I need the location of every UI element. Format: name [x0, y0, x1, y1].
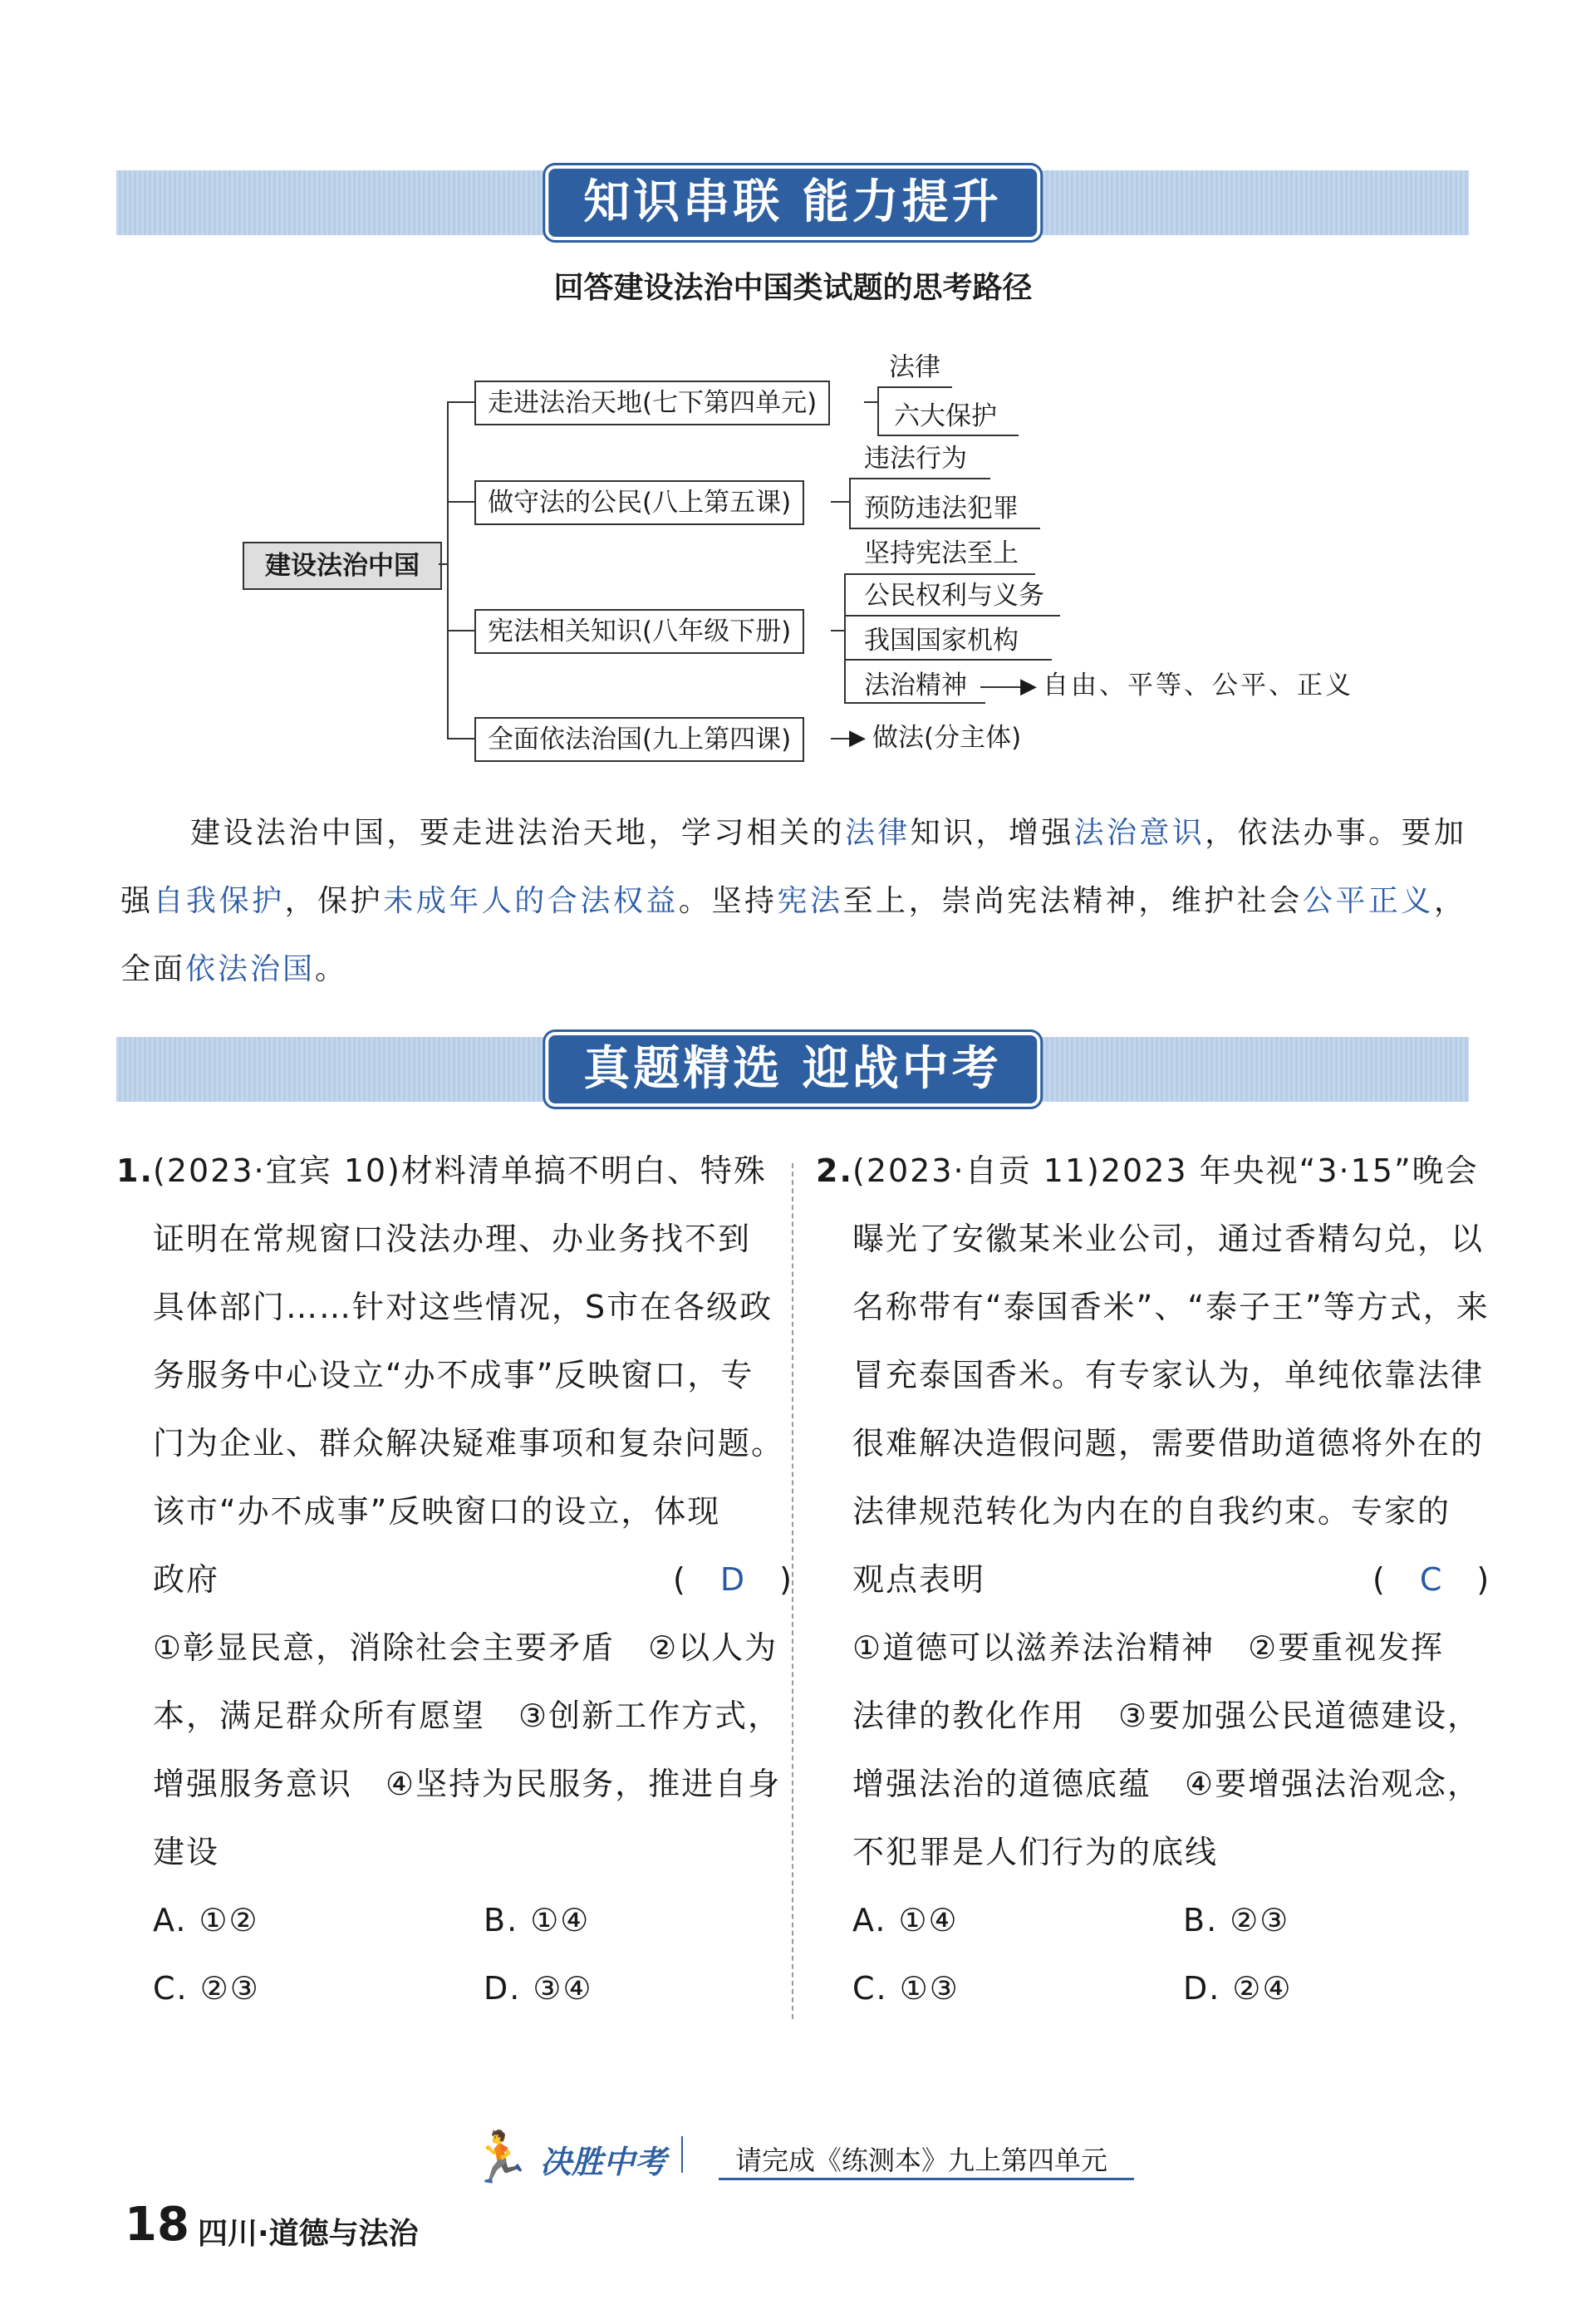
paragraph-text: 知识，增强 [910, 816, 1074, 850]
book-title: 四川·道德与法治 [198, 2217, 419, 2251]
choice-d: D. ③④ [484, 1970, 593, 2007]
answer-bracket: ( D ) [673, 1561, 793, 1598]
option-text: 增强服务意识 ④坚持为民服务，推进自身 [153, 1766, 782, 1802]
option-text: ①彰显民意，消除社会主要矛盾 ②以人为 [153, 1629, 778, 1666]
mindmap-leaf: 坚持宪法至上 [864, 538, 1019, 568]
mindmap-leaf: 违法行为 [864, 444, 967, 474]
choice-d: D. ②④ [1183, 1970, 1293, 2007]
question-text: (2023·自贡 11)2023 年央视“3·15”晚会 [852, 1152, 1479, 1189]
option-text: 建设 [153, 1834, 220, 1870]
choice-b: B. ①④ [484, 1902, 591, 1938]
highlighted-term: 法律 [844, 816, 911, 850]
section-banner-exam [116, 1037, 1469, 1102]
option-text: 不犯罪是人们行为的底线 [852, 1834, 1219, 1870]
paragraph-text: 至上，崇尚宪法精神，维护社会 [842, 884, 1303, 918]
section-title: 真题精选 迎战中考 [545, 1032, 1040, 1107]
question-text: 名称带有“泰国香米”、“泰子王”等方式，来 [852, 1289, 1490, 1325]
footer-brand: 决胜中考 [540, 2144, 667, 2180]
question-text: 务服务中心设立“办不成事”反映窗口，专 [153, 1357, 754, 1393]
choice-c: C. ①③ [852, 1970, 960, 2007]
mindmap-leaf: 法治精神 [864, 671, 967, 700]
question-text: 证明在常规窗口没法办理、办业务找不到 [153, 1221, 752, 1257]
mindmap-arrow-target: 自由、平等、公平、正义 [1043, 671, 1353, 700]
paragraph-text: 。 [315, 952, 348, 986]
arrow-right-icon: ▶ [1020, 674, 1037, 699]
highlighted-term: 自我保护 [153, 884, 285, 918]
highlighted-term: 公平正义 [1302, 884, 1434, 918]
paragraph-text: ，全面 [120, 884, 1466, 986]
mindmap-branch-4: 全面依法治国(九上第四课) [474, 717, 804, 762]
highlighted-term: 未成年人的合法权益 [383, 884, 679, 918]
question-text: 法律规范转化为内在的自我约束。专家的 [852, 1493, 1451, 1530]
runner-icon: 🏃 [469, 2129, 532, 2187]
choice-c: C. ②③ [153, 1970, 260, 2007]
highlighted-term: 依法治国 [185, 952, 316, 986]
answer: D [719, 1561, 747, 1598]
mindmap-arrow-target: 做法(分主体) [872, 723, 1022, 753]
paragraph-text: ，保护 [284, 884, 384, 918]
summary-paragraph [120, 799, 1466, 1004]
choice-a: A. ①② [153, 1902, 259, 1938]
question-text: 门为企业、群众解决疑难事项和复杂问题。 [153, 1425, 785, 1462]
question-text: 冒充泰国香米。有专家认为，单纯依靠法律 [852, 1357, 1485, 1393]
mindmap-subtitle: 回答建设法治中国类试题的思考路径 [553, 271, 1033, 305]
paragraph-text: ，依法办事。要加强 [120, 816, 1466, 918]
option-text: 法律的教化作用 ③要加强公民道德建设， [852, 1698, 1481, 1734]
column-divider [792, 1163, 793, 2019]
question-text: 很难解决造假问题，需要借助道德将外在的 [852, 1425, 1485, 1462]
question-text: 具体部门……针对这些情况，S市在各级政 [153, 1289, 773, 1325]
section-title: 知识串联 能力提升 [545, 165, 1040, 240]
paragraph-text: 建设法治中国，要走进法治天地，学习相关的 [190, 816, 845, 850]
mindmap-leaf: 预防违法犯罪 [864, 494, 1019, 523]
highlighted-term: 法治意识 [1073, 816, 1205, 850]
highlighted-term: 宪法 [777, 884, 843, 918]
mindmap-leaf: 法律 [889, 352, 940, 382]
footer-note: 请完成《练测本》九上第四单元 [735, 2145, 1108, 2176]
mindmap-branch-1: 走进法治天地(七下第四单元) [474, 381, 830, 425]
mindmap-leaf: 公民权利与义务 [864, 581, 1044, 611]
page-number: 18 [125, 2198, 189, 2252]
question-text: 曝光了安徽某米业公司，通过香精勾兑，以 [852, 1221, 1485, 1257]
choice-a: A. ①④ [852, 1902, 959, 1938]
paragraph-text: 。坚持 [678, 884, 778, 918]
question-number: 2. [816, 1152, 853, 1189]
question-text: 政府 [153, 1561, 220, 1598]
question-text: 该市“办不成事”反映窗口的设立，体现 [153, 1493, 721, 1530]
mindmap-branch-3: 宪法相关知识(八年级下册) [474, 609, 804, 654]
option-text: ①道德可以滋养法治精神 ②要重视发挥 [852, 1629, 1445, 1666]
mindmap-leaf: 六大保护 [894, 401, 997, 431]
answer: C [1419, 1561, 1444, 1598]
question-text: 观点表明 [852, 1561, 986, 1598]
answer-bracket: ( C ) [1372, 1561, 1491, 1598]
section-banner-knowledge [116, 170, 1469, 235]
mindmap-root: 建设法治中国 [243, 542, 442, 590]
option-text: 增强法治的道德底蕴 ④要增强法治观念， [852, 1766, 1481, 1802]
footer-separator [681, 2136, 683, 2173]
question-number: 1. [116, 1152, 154, 1189]
footer-underline [719, 2178, 1134, 2180]
question-text: (2023·宜宾 10)材料清单搞不明白、特殊 [153, 1152, 767, 1189]
mindmap-branch-2: 做守法的公民(八上第五课) [474, 480, 804, 525]
option-text: 本，满足群众所有愿望 ③创新工作方式， [153, 1698, 782, 1734]
arrow-right-icon: ▶ [849, 725, 866, 750]
choice-b: B. ②③ [1183, 1902, 1290, 1938]
mindmap-leaf: 我国国家机构 [864, 626, 1019, 656]
